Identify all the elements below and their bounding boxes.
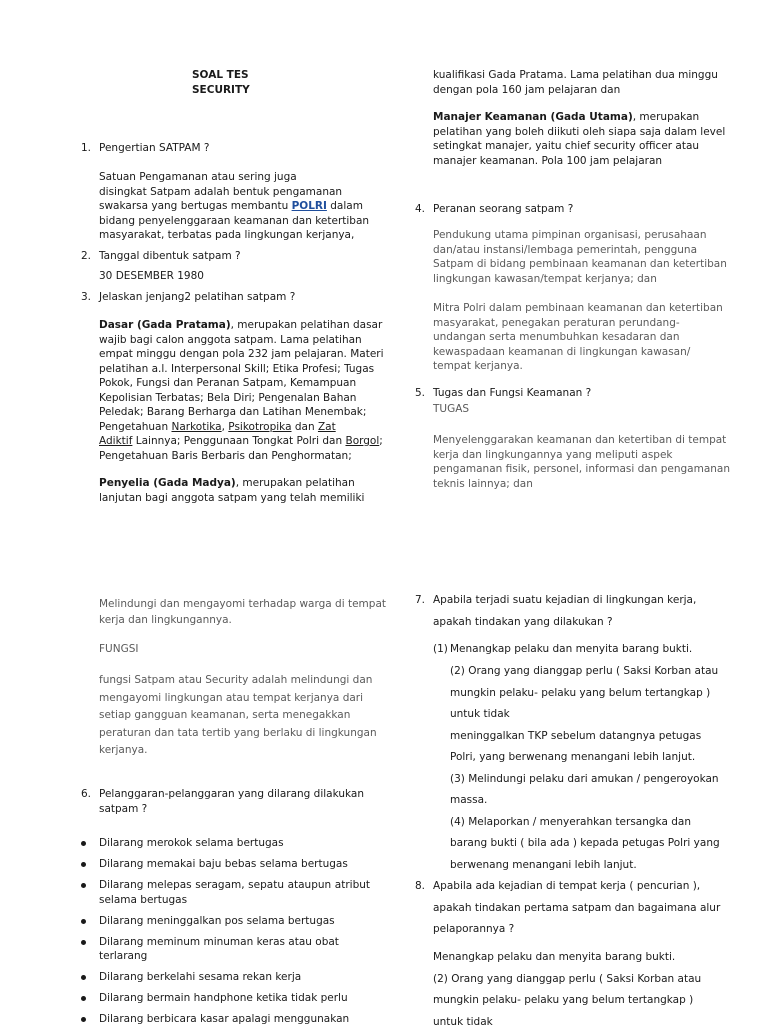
list-item: Dilarang berbicara kasar apalagi menggunakan — [80, 1012, 370, 1027]
question-2 — [81, 249, 379, 264]
question-number: 7. — [415, 594, 426, 606]
answer-3-penyelia: Penyelia (Gada Madya), merupakan pelatihan lanjutan bagi anggota satpam yang telah memiliki — [99, 476, 389, 505]
list-item: Dilarang meminum minuman keras atau obat terlarang — [80, 935, 370, 964]
list-item: Dilarang memakai baju bebas selama bertugas — [80, 857, 370, 872]
answer-line: Adiktif Lainnya; Penggunaan Tongkat Polri dan Borgol; — [99, 435, 383, 447]
item-number: (1) — [433, 643, 448, 655]
answer-line: dengan pola 160 jam pelajaran dan — [433, 83, 621, 96]
question-1 — [81, 141, 379, 156]
answer-4-para-1: Pendukung utama pimpinan organisasi, perusahaan dan/atau instansi/lembaga pemerintah, pengguna Satpam di bidang pembinaan keamanan dan ketertiban lingkungan kawasan/tempat kerjanya; dan — [433, 229, 727, 285]
bullet-icon — [81, 919, 86, 924]
answer-2: 30 DESEMBER 1980 — [99, 270, 204, 282]
answer-line: lanjutan bagi anggota satpam yang telah memiliki — [99, 491, 365, 504]
answer-line: manajer keamanan. Pola 100 jam pelajaran — [433, 154, 663, 167]
borgol-link[interactable]: Borgol — [345, 435, 380, 447]
answer-line: Pengetahuan Narkotika, Psikotropika dan Zat — [99, 420, 336, 433]
fungsi-paragraph: fungsi Satpam atau Security adalah melindungi dan mengayomi lingkungan atau tempat kerjanya dari setiap gangguan keamanan, serta menegakkan peraturan dan tata tertib yang berlaku di lingkungan kerjanya. — [99, 674, 377, 756]
answer-line: pelatihan yang boleh diikuti oleh siapa saja dalam level — [433, 125, 726, 138]
list-item: Dilarang merokok selama bertugas — [80, 836, 370, 851]
answer-3-dasar: Dasar (Gada Pratama), merupakan pelatihan dasar wajib bagi calon anggota satpam. Lama pelatihan empat minggu dengan pola 232 jam pelajaran. Materi pelatihan a.l. Interpersonal Skill; Etika Profesi; Tugas Pokok, Fungsi dan Peranan Satpam, Kemampuan Kepolisian Terbatas; Bela Diri; Pengenalan Bahan Peledak; Barang Berharga dan Latihan Menembak; Pengetahuan Narkotika, Psikotropika dan Zat Adiktif Lainnya; Penggunaan Tongkat Polri dan Borgol; Pengetahuan Baris Berbaris dan Penghormatan; — [99, 318, 389, 463]
question-text: Apabila ada kejadian di tempat kerja ( pencurian ), — [433, 880, 701, 892]
answer-line: Kepolisian Terbatas; Bela Diri; Pengenalan Bahan — [99, 391, 357, 404]
bullet-icon — [81, 1017, 86, 1022]
bullet-icon — [81, 940, 86, 945]
answer-7: (2) Orang yang dianggap perlu ( Saksi Korban atau mungkin pelaku- pelaku yang belum tertangkap ) untuk tidak meninggalkan TKP sebelum datangnya petugas Polri, yang berwenang menangani lebih lanjut. (3) Melindungi pelaku dari amukan / pengeroyokan massa. (4) Melaporkan / menyerahkan tersangka dan barang bukti ( bila ada ) kepada petugas Polri yang berwenang menangani lebih lanjut. — [450, 665, 720, 871]
title-line-2: SECURITY — [192, 83, 250, 96]
list-item: Dilarang melepas seragam, sepatu ataupun atribut selama bertugas — [80, 878, 370, 907]
question-number: 6. — [81, 788, 92, 800]
answer-8: Menangkap pelaku dan menyita barang bukti. (2) Orang yang dianggap perlu ( Saksi Korban atau mungkin pelaku- pelaku yang belum tertangkap ) untuk tidak — [433, 951, 702, 1028]
answer-line: disingkat Satpam adalah bentuk pengamanan — [99, 185, 343, 198]
bullet-icon — [81, 996, 86, 1001]
answer-7-item-1: (1) Menangkap pelaku dan menyita barang bukti. — [450, 639, 740, 661]
answer-line: masyarakat, terbatas pada lingkungan kerjanya, — [99, 229, 355, 241]
answer-4-para-2: Mitra Polri dalam pembinaan keamanan dan ketertiban masyarakat, penegakan peraturan perundang- undangan serta menumbuhkan kesadaran dan kewaspadaan keamanan di lingkungan kawasan/ tempat kerjanya. — [433, 302, 723, 372]
answer-line: setingkat manajer, yaitu chief security officer atau — [433, 140, 700, 152]
question-8 — [415, 876, 733, 941]
answer-line: pelatihan a.l. Interpersonal Skill; Etika Profesi; Tugas — [99, 362, 375, 375]
tugas-continued: Melindungi dan mengayomi terhadap warga di tempat kerja dan lingkungannya. — [99, 598, 386, 626]
answer-line: bidang penyelenggaraan keamanan dan ketertiban — [99, 214, 370, 227]
psikotropika-link[interactable]: Psikotropika — [228, 420, 292, 433]
penyelia-heading: Penyelia (Gada Madya) — [99, 477, 236, 489]
list-item: Dilarang bermain handphone ketika tidak perlu — [80, 991, 370, 1006]
answer-line: Pokok, Fungsi dan Peranan Satpam, Kemampuan — [99, 377, 357, 389]
question-7 — [415, 590, 733, 633]
list-item: Dilarang meninggalkan pos selama bertugas — [80, 914, 370, 929]
question-text: Pelanggaran-pelanggaran yang dilarang dilakukan — [99, 788, 365, 800]
question-text: apakah tindakan yang dilakukan ? — [433, 615, 613, 628]
question-number: 5. — [415, 387, 426, 399]
question-text: Tanggal dibentuk satpam ? — [99, 250, 241, 262]
question-text: Peranan seorang satpam ? — [433, 203, 574, 215]
answer-line: Pengetahuan Baris Berbaris dan Penghormatan; — [99, 449, 352, 462]
prohibition-list — [80, 836, 370, 1033]
bullet-icon — [81, 841, 86, 846]
question-text: Apabila terjadi suatu kejadian di lingkungan kerja, — [433, 594, 697, 606]
bullet-icon — [81, 862, 86, 867]
question-4 — [415, 202, 733, 217]
narkotika-link[interactable]: Narkotika — [171, 420, 222, 433]
question-number: 1. — [81, 142, 92, 154]
answer-line: empat minggu dengan pola 232 jam pelajaran. Materi — [99, 348, 384, 360]
answer-line: Peledak; Barang Berharga dan Latihan Menembak; — [99, 406, 367, 418]
answer-1 — [99, 170, 379, 243]
manajer-keamanan: Manajer Keamanan (Gada Utama), merupakan pelatihan yang boleh diikuti oleh siapa saja dalam level setingkat manajer, yaitu chief security officer atau manajer keamanan. Pola 100 jam pelajaran — [433, 110, 733, 168]
question-number: 2. — [81, 250, 92, 262]
title-line-1: SOAL TES — [192, 69, 249, 81]
question-number: 4. — [415, 203, 426, 215]
polri-link[interactable]: POLRI — [291, 200, 327, 212]
question-text: pelaporannya ? — [433, 923, 515, 935]
question-6 — [81, 787, 389, 816]
answer-line: swakarsa yang bertugas membantu POLRI dalam — [99, 200, 363, 212]
question-number: 3. — [81, 291, 92, 303]
bullet-icon — [81, 883, 86, 888]
list-item: Dilarang berkelahi sesama rekan kerja — [80, 970, 370, 985]
adiktif-link[interactable]: Adiktif — [99, 435, 133, 447]
bullet-icon — [81, 975, 86, 980]
dasar-heading: Dasar (Gada Pratama) — [99, 319, 231, 331]
answer-line: kualifikasi Gada Pratama. Lama pelatihan dua minggu — [433, 69, 718, 81]
question-number: 8. — [415, 880, 426, 892]
question-text: apakah tindakan pertama satpam dan bagaimana alur — [433, 901, 721, 914]
tugas-label: TUGAS — [433, 403, 470, 415]
fungsi-label: FUNGSI — [99, 643, 139, 655]
question-3 — [81, 290, 379, 305]
question-text: Jelaskan jenjang2 pelatihan satpam ? — [99, 291, 296, 303]
question-text: Pengertian SATPAM ? — [99, 142, 210, 154]
answer-line: Satuan Pengamanan atau sering juga — [99, 171, 297, 183]
question-text: Tugas dan Fungsi Keamanan ? — [433, 387, 592, 399]
manajer-heading: Manajer Keamanan (Gada Utama) — [433, 111, 633, 123]
zat-link[interactable]: Zat — [317, 420, 336, 433]
tugas-paragraph: Menyelenggarakan keamanan dan ketertiban di tempat kerja dan lingkungannya yang meliputi aspek pengamanan fisik, personel, informasi dan pengamanan teknis lainnya; dan — [433, 434, 731, 490]
document-title — [192, 68, 250, 97]
answer-line: wajib bagi calon anggota satpam. Lama pelatihan — [99, 333, 362, 346]
gada-pratama-continued — [433, 68, 733, 97]
question-text: satpam ? — [99, 802, 148, 815]
question-5 — [415, 386, 733, 401]
